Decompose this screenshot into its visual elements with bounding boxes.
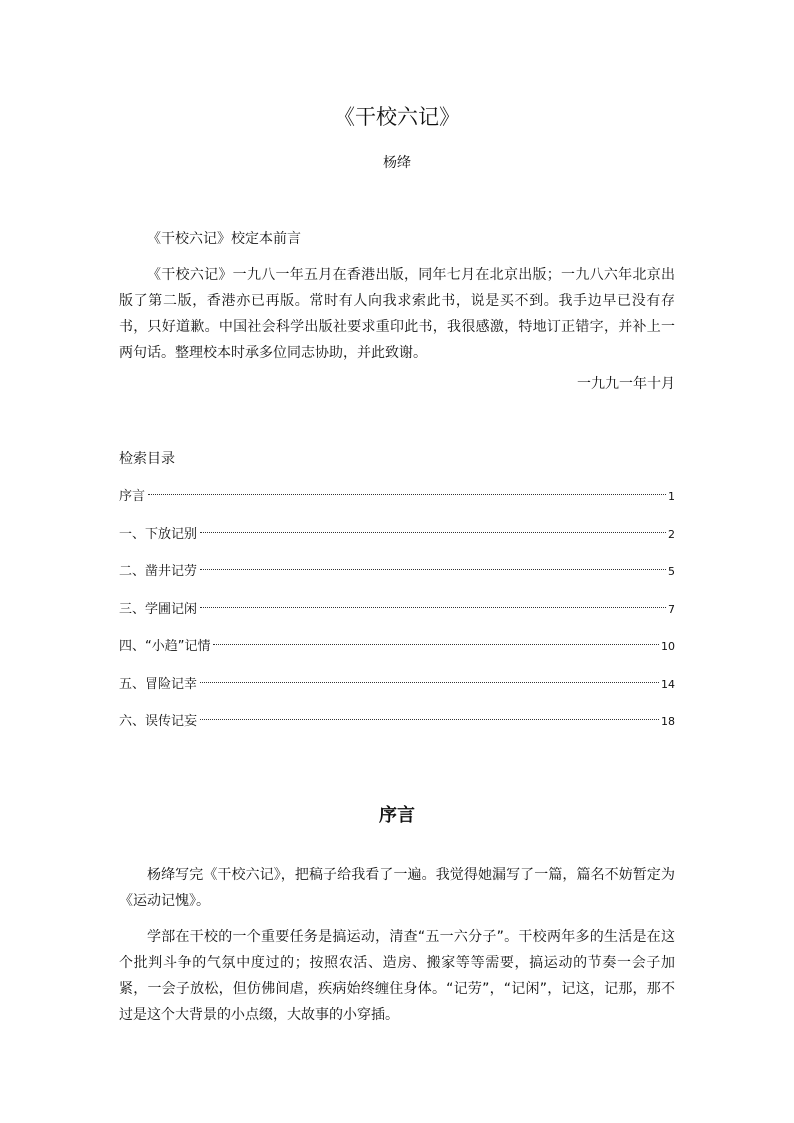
toc-entry-page[interactable]: 7	[668, 602, 675, 616]
intro-paragraph: 学部在干校的一个重要任务是搞运动，清查“五一六分子”。干校两年多的生活是在这个批判斗争的气氛中度过的；按照农活、造房、搬家等等需要，搞运动的节奏一会子加紧，一会子放松，但仿佛间虐，疾病始终缠住身体。“记劳”，“记闲”，记这，记那，那不过是这个大背景的小点缀，大故事的小穿插。	[119, 929, 675, 1023]
intro-paragraph: 杨绛写完《干校六记》，把稿子给我看了一遍。我觉得她漏写了一篇，篇名不妨暂定为《运动记愧》。	[119, 867, 675, 909]
toc-entry-label[interactable]: 序言	[119, 489, 146, 504]
preface-note-date: 一九九一年十月	[577, 376, 675, 392]
toc-entry[interactable]	[119, 522, 675, 560]
toc-entry[interactable]	[119, 709, 675, 747]
preface-note-heading: 《干校六记》校定本前言	[147, 231, 301, 247]
toc-entry-label[interactable]: 三、学圃记闲	[119, 601, 198, 617]
toc-heading: 检索目录	[119, 451, 175, 467]
document-title: 《干校六记》	[334, 105, 460, 129]
toc-entry[interactable]	[119, 559, 675, 597]
toc-entry-label[interactable]: 二、凿井记劳	[119, 564, 198, 579]
toc-entry-label[interactable]: 一、下放记别	[119, 526, 198, 542]
toc-entry[interactable]	[119, 634, 675, 672]
toc-entry-page[interactable]: 1	[668, 490, 675, 503]
toc-entry-page[interactable]: 14	[661, 677, 675, 691]
toc-leader-dots	[200, 682, 659, 683]
toc-entry[interactable]	[119, 672, 675, 710]
toc-entry-page[interactable]: 10	[661, 640, 675, 653]
toc-entry-label[interactable]: 五、冒险记幸	[119, 676, 198, 692]
toc-leader-dots	[200, 719, 659, 720]
toc-leader-dots	[200, 569, 666, 570]
toc-leader-dots	[200, 607, 666, 608]
toc-entry-label[interactable]: 六、误传记妄	[119, 714, 198, 729]
toc-entry-page[interactable]: 5	[668, 565, 675, 578]
table-of-contents	[119, 484, 675, 747]
toc-entry[interactable]	[119, 597, 675, 635]
toc-entry-page[interactable]: 2	[668, 527, 675, 541]
toc-leader-dots	[148, 494, 666, 495]
toc-entry-page[interactable]: 18	[661, 715, 675, 728]
document-author: 杨绛	[383, 155, 411, 171]
toc-entry[interactable]	[119, 484, 675, 522]
toc-leader-dots	[200, 532, 666, 533]
toc-leader-dots	[213, 644, 659, 645]
toc-entry-label[interactable]: 四、“小趋”记情	[119, 639, 211, 654]
section-title-preface: 序言	[379, 805, 415, 826]
preface-note-body: 《干校六记》一九八一年五月在香港出版，同年七月在北京出版；一九八六年北京出版了第二版，香港亦已再版。常时有人向我求索此书，说是买不到。我手边早已没有存书，只好道歉。中国社会科学出版社要求重印此书，我很感激，特地订正错字，并补上一两句话。整理校本时承多位同志协助，并此致谢。	[119, 267, 675, 361]
